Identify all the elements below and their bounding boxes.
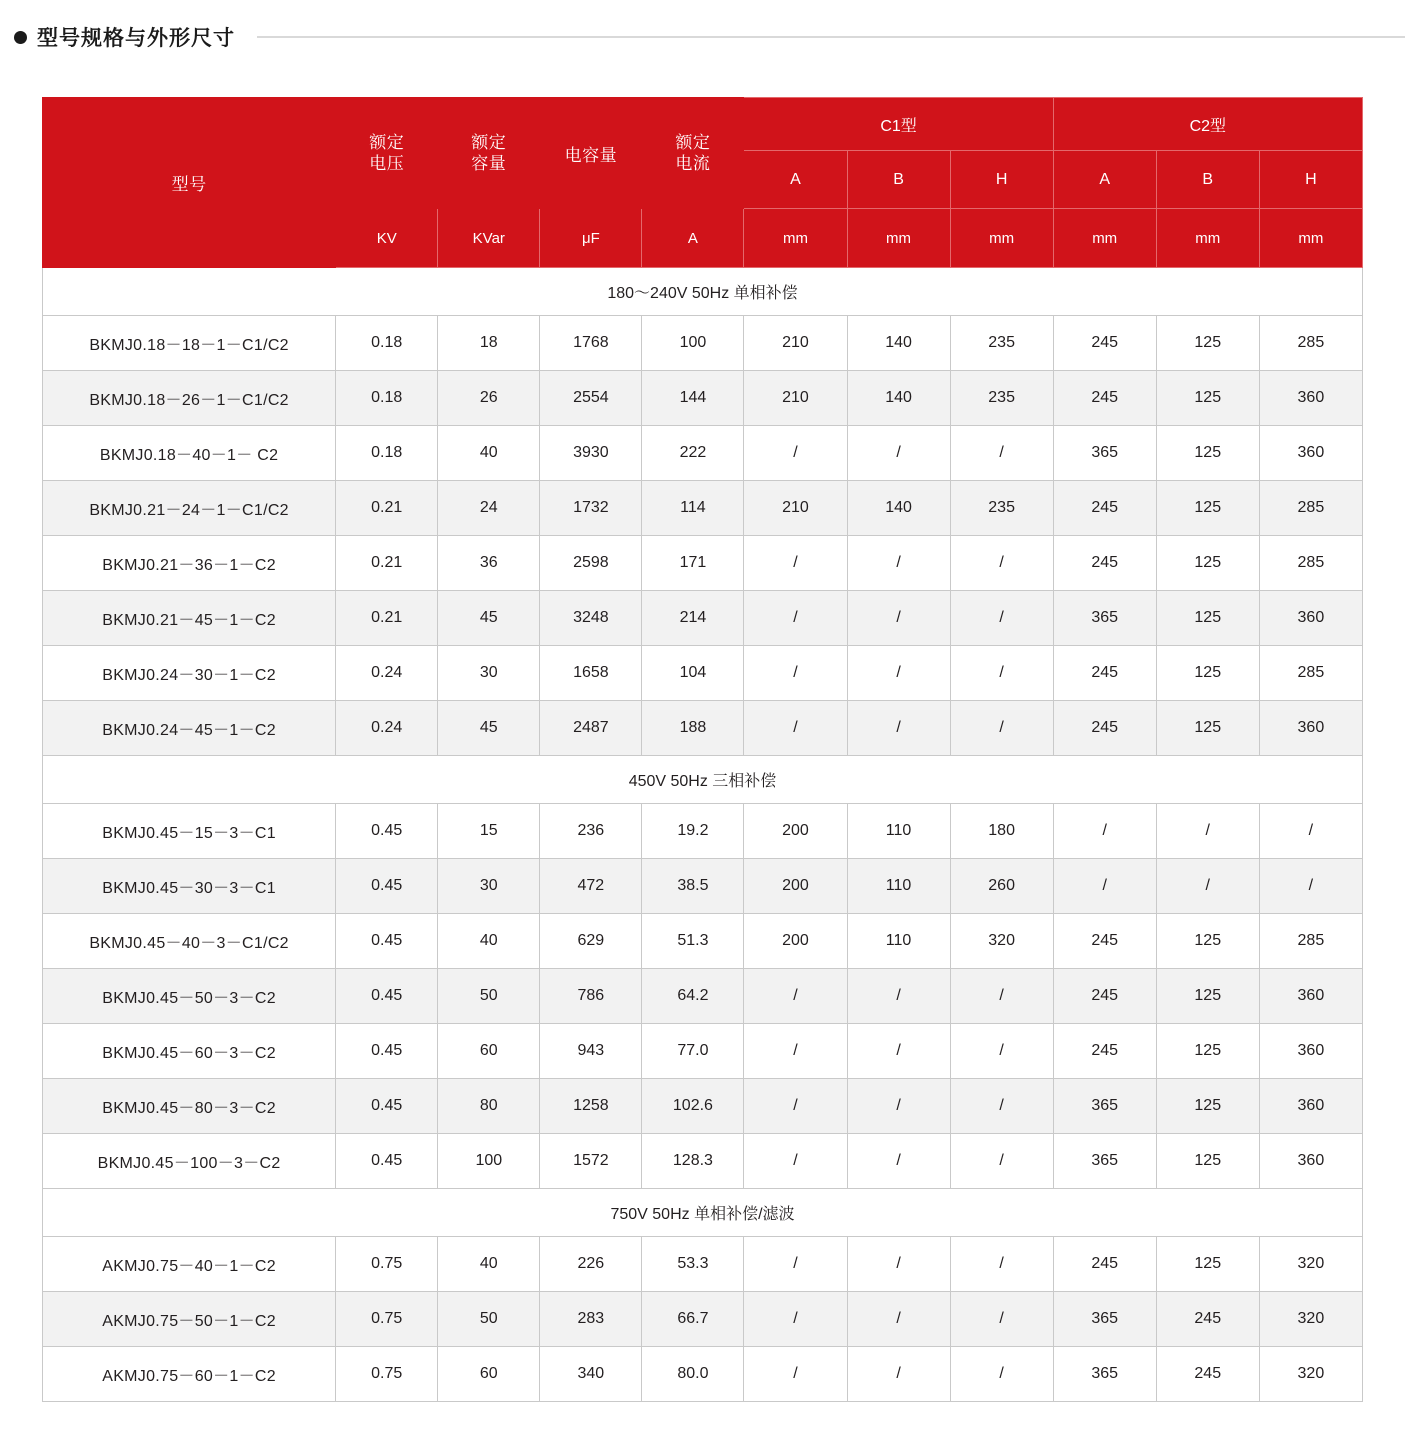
table-row [43,914,1363,969]
cell-value: 50 [438,969,540,1024]
cell-value: / [847,591,950,646]
cell-value: 245 [1053,536,1156,591]
cell-value: 365 [1053,1347,1156,1402]
cell-value: 36 [438,536,540,591]
cell-model: BKMJ0.24－45－1－C2 [43,701,336,756]
cell-value: 1768 [540,316,642,371]
rated-capacity-line1: 额定 [471,132,507,152]
unit-c1-b-mm: mm [847,209,950,268]
cell-value: / [847,1134,950,1189]
cell-value: / [744,1134,847,1189]
col-header-c1-b: B [847,151,950,209]
cell-value: 245 [1053,646,1156,701]
cell-value: / [950,536,1053,591]
cell-value: 0.21 [336,536,438,591]
cell-value: 0.45 [336,1079,438,1134]
cell-model: BKMJ0.21－36－1－C2 [43,536,336,591]
cell-value: 360 [1259,591,1362,646]
cell-value: 340 [540,1347,642,1402]
cell-value: 0.21 [336,591,438,646]
cell-value: 140 [847,481,950,536]
cell-value: 125 [1156,426,1259,481]
cell-value: 40 [438,426,540,481]
table-row [43,1237,1363,1292]
cell-value: / [744,1024,847,1079]
table-head [43,98,1363,268]
cell-value: / [950,1134,1053,1189]
cell-value: 0.75 [336,1292,438,1347]
table-row [43,1024,1363,1079]
cell-value: 18 [438,316,540,371]
cell-value: 140 [847,316,950,371]
cell-value: 210 [744,371,847,426]
cell-value: 125 [1156,591,1259,646]
cell-value: / [847,1237,950,1292]
cell-value: / [744,1079,847,1134]
cell-value: 285 [1259,646,1362,701]
spec-table-container [0,52,1405,1402]
col-header-c2-b: B [1156,151,1259,209]
cell-model: BKMJ0.45－100－3－C2 [43,1134,336,1189]
cell-value: 360 [1259,701,1362,756]
cell-value: 236 [540,804,642,859]
group-header-row [43,1189,1363,1237]
cell-value: / [950,701,1053,756]
cell-value: / [1156,859,1259,914]
col-header-c1-h: H [950,151,1053,209]
cell-value: 125 [1156,914,1259,969]
cell-value: 629 [540,914,642,969]
cell-value: / [847,1292,950,1347]
cell-value: 102.6 [642,1079,744,1134]
unit-c2-b-mm: mm [1156,209,1259,268]
table-row [43,1292,1363,1347]
cell-model: BKMJ0.45－30－3－C1 [43,859,336,914]
cell-value: 125 [1156,646,1259,701]
cell-value: 0.18 [336,426,438,481]
cell-model: BKMJ0.18－18－1－C1/C2 [43,316,336,371]
cell-value: 180 [950,804,1053,859]
cell-value: 45 [438,591,540,646]
cell-value: 125 [1156,1024,1259,1079]
cell-value: 188 [642,701,744,756]
cell-value: / [847,536,950,591]
cell-value: 1572 [540,1134,642,1189]
cell-value: / [744,536,847,591]
cell-value: / [847,1079,950,1134]
table-row [43,804,1363,859]
cell-value: / [1156,804,1259,859]
table-row [43,859,1363,914]
cell-value: 0.45 [336,1024,438,1079]
cell-value: 2598 [540,536,642,591]
cell-value: 365 [1053,591,1156,646]
cell-value: / [950,1347,1053,1402]
col-header-c1-a: A [744,151,847,209]
cell-value: 60 [438,1347,540,1402]
cell-value: 200 [744,914,847,969]
cell-value: 40 [438,914,540,969]
table-row [43,646,1363,701]
cell-model: BKMJ0.45－80－3－C2 [43,1079,336,1134]
rated-capacity-line2: 容量 [471,154,507,173]
cell-model: BKMJ0.45－15－3－C1 [43,804,336,859]
cell-model: BKMJ0.18－40－1－ C2 [43,426,336,481]
cell-value: 360 [1259,1134,1362,1189]
table-row [43,536,1363,591]
cell-value: 200 [744,804,847,859]
cell-model: BKMJ0.21－24－1－C1/C2 [43,481,336,536]
cell-value: 285 [1259,481,1362,536]
cell-value: 0.45 [336,804,438,859]
rated-voltage-line1: 额定 [369,132,405,152]
cell-value: 114 [642,481,744,536]
cell-value: 110 [847,804,950,859]
cell-value: 0.21 [336,481,438,536]
cell-value: 245 [1156,1347,1259,1402]
cell-value: 365 [1053,426,1156,481]
cell-value: 365 [1053,1079,1156,1134]
cell-value: / [744,426,847,481]
section-header [0,0,1405,52]
cell-value: 1258 [540,1079,642,1134]
cell-value: 200 [744,859,847,914]
cell-value: / [744,701,847,756]
cell-value: 360 [1259,371,1362,426]
cell-value: / [950,969,1053,1024]
cell-value: / [744,1237,847,1292]
cell-value: 472 [540,859,642,914]
cell-value: / [950,646,1053,701]
cell-value: 15 [438,804,540,859]
cell-value: 104 [642,646,744,701]
cell-value: 360 [1259,426,1362,481]
table-body [43,268,1363,1402]
cell-value: 125 [1156,701,1259,756]
table-row [43,1347,1363,1402]
header-row-1 [43,98,1363,151]
cell-value: / [950,1237,1053,1292]
cell-value: 1658 [540,646,642,701]
cell-value: 125 [1156,1134,1259,1189]
cell-value: 235 [950,316,1053,371]
cell-value: 3248 [540,591,642,646]
cell-value: / [744,591,847,646]
cell-value: 365 [1053,1134,1156,1189]
cell-value: 66.7 [642,1292,744,1347]
rated-current-line1: 额定 [675,132,711,152]
cell-value: / [950,1079,1053,1134]
table-row [43,1079,1363,1134]
cell-value: 245 [1053,1024,1156,1079]
cell-value: 140 [847,371,950,426]
unit-c2-h-mm: mm [1259,209,1362,268]
cell-value: / [847,1024,950,1079]
rated-voltage-line2: 电压 [369,154,405,173]
cell-value: 0.45 [336,1134,438,1189]
cell-value: 0.18 [336,371,438,426]
cell-value: 26 [438,371,540,426]
cell-value: 360 [1259,1024,1362,1079]
cell-model: AKMJ0.75－50－1－C2 [43,1292,336,1347]
cell-value: 125 [1156,371,1259,426]
spec-table [42,97,1363,1402]
cell-value: 0.75 [336,1237,438,1292]
cell-value: 3930 [540,426,642,481]
cell-value: / [1259,804,1362,859]
cell-value: 320 [1259,1237,1362,1292]
page-title: 型号规格与外形尺寸 [37,27,235,50]
cell-value: / [950,1024,1053,1079]
cell-value: 245 [1053,914,1156,969]
unit-c2-a-mm: mm [1053,209,1156,268]
rated-current-line2: 电流 [675,154,711,173]
cell-value: 2554 [540,371,642,426]
cell-value: 100 [642,316,744,371]
cell-value: 19.2 [642,804,744,859]
cell-value: / [950,426,1053,481]
cell-model: BKMJ0.45－40－3－C1/C2 [43,914,336,969]
cell-value: 110 [847,859,950,914]
cell-value: 245 [1053,969,1156,1024]
unit-a: A [642,209,744,268]
cell-value: / [950,591,1053,646]
table-row [43,969,1363,1024]
header-divider [257,36,1405,38]
col-header-c2-group: C2型 [1053,98,1362,151]
col-header-capacitance: 电容量 [540,98,642,209]
cell-value: / [744,646,847,701]
cell-value: 125 [1156,481,1259,536]
group-header-row [43,268,1363,316]
cell-value: 283 [540,1292,642,1347]
cell-value: 171 [642,536,744,591]
cell-value: 210 [744,316,847,371]
cell-value: / [1053,859,1156,914]
col-header-rated-voltage [336,98,438,209]
cell-value: 53.3 [642,1237,744,1292]
cell-value: 245 [1053,371,1156,426]
unit-uf: μF [540,209,642,268]
cell-value: 2487 [540,701,642,756]
cell-model: BKMJ0.18－26－1－C1/C2 [43,371,336,426]
cell-value: 144 [642,371,744,426]
cell-value: 786 [540,969,642,1024]
col-header-c1-group: C1型 [744,98,1053,151]
cell-value: / [744,1292,847,1347]
cell-value: 260 [950,859,1053,914]
group-header-label: 750V 50Hz 单相补偿/滤波 [43,1189,1363,1237]
unit-kv: KV [336,209,438,268]
cell-value: 0.24 [336,701,438,756]
table-row [43,591,1363,646]
table-row [43,1134,1363,1189]
cell-value: 125 [1156,536,1259,591]
cell-value: 235 [950,371,1053,426]
cell-value: 50 [438,1292,540,1347]
unit-c1-h-mm: mm [950,209,1053,268]
cell-value: 24 [438,481,540,536]
cell-value: 0.45 [336,859,438,914]
cell-value: 0.18 [336,316,438,371]
cell-value: 1732 [540,481,642,536]
unit-c1-a-mm: mm [744,209,847,268]
cell-value: 125 [1156,1237,1259,1292]
cell-value: 320 [1259,1347,1362,1402]
cell-value: 245 [1053,701,1156,756]
cell-value: 943 [540,1024,642,1079]
cell-value: 285 [1259,914,1362,969]
cell-value: 320 [1259,1292,1362,1347]
cell-value: 245 [1156,1292,1259,1347]
unit-kvar: KVar [438,209,540,268]
cell-value: 320 [950,914,1053,969]
cell-value: 100 [438,1134,540,1189]
table-row [43,426,1363,481]
cell-model: BKMJ0.21－45－1－C2 [43,591,336,646]
cell-value: 0.45 [336,969,438,1024]
table-row [43,481,1363,536]
cell-value: 365 [1053,1292,1156,1347]
cell-value: / [950,1292,1053,1347]
cell-value: / [1053,804,1156,859]
cell-model: BKMJ0.45－60－3－C2 [43,1024,336,1079]
table-row [43,371,1363,426]
cell-value: 0.24 [336,646,438,701]
cell-model: BKMJ0.24－30－1－C2 [43,646,336,701]
cell-value: 80 [438,1079,540,1134]
cell-value: 214 [642,591,744,646]
cell-value: 210 [744,481,847,536]
cell-value: 285 [1259,536,1362,591]
cell-value: / [744,969,847,1024]
cell-value: / [847,646,950,701]
col-header-rated-capacity [438,98,540,209]
cell-value: 51.3 [642,914,744,969]
cell-value: / [847,426,950,481]
cell-value: 245 [1053,481,1156,536]
col-header-rated-current [642,98,744,209]
cell-value: 0.75 [336,1347,438,1402]
cell-value: 128.3 [642,1134,744,1189]
cell-value: 226 [540,1237,642,1292]
cell-value: / [847,701,950,756]
group-header-label: 450V 50Hz 三相补偿 [43,756,1363,804]
cell-value: 60 [438,1024,540,1079]
bullet-dot-icon [14,31,27,44]
cell-value: 285 [1259,316,1362,371]
cell-value: / [847,969,950,1024]
cell-value: 30 [438,859,540,914]
table-row [43,316,1363,371]
cell-value: / [1259,859,1362,914]
cell-value: 245 [1053,1237,1156,1292]
cell-value: 0.45 [336,914,438,969]
cell-value: 245 [1053,316,1156,371]
cell-value: 222 [642,426,744,481]
col-header-c2-a: A [1053,151,1156,209]
cell-value: 64.2 [642,969,744,1024]
cell-value: 38.5 [642,859,744,914]
cell-value: 40 [438,1237,540,1292]
cell-value: / [744,1347,847,1402]
cell-value: 110 [847,914,950,969]
cell-value: 360 [1259,969,1362,1024]
col-header-c2-h: H [1259,151,1362,209]
group-header-label: 180～240V 50Hz 单相补偿 [43,268,1363,316]
cell-value: 30 [438,646,540,701]
cell-value: 360 [1259,1079,1362,1134]
cell-value: 125 [1156,316,1259,371]
cell-value: 80.0 [642,1347,744,1402]
cell-value: 235 [950,481,1053,536]
group-header-row [43,756,1363,804]
cell-model: BKMJ0.45－50－3－C2 [43,969,336,1024]
cell-model: AKMJ0.75－60－1－C2 [43,1347,336,1402]
col-header-model: 型号 [43,98,336,268]
cell-value: 125 [1156,1079,1259,1134]
cell-model: AKMJ0.75－40－1－C2 [43,1237,336,1292]
cell-value: 45 [438,701,540,756]
cell-value: 125 [1156,969,1259,1024]
cell-value: / [847,1347,950,1402]
cell-value: 77.0 [642,1024,744,1079]
table-row [43,701,1363,756]
